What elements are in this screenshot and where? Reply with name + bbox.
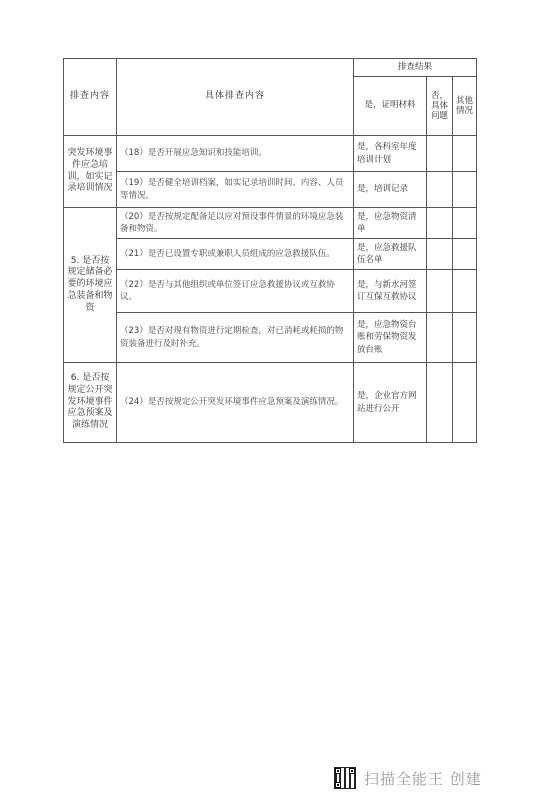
scanner-brand-text: 扫描全能王 创建 <box>364 769 482 788</box>
result-other-cell <box>453 363 477 443</box>
inspection-table <box>63 58 477 443</box>
result-no-cell <box>427 172 453 208</box>
result-other-cell <box>453 172 477 208</box>
header-other: 其他情况 <box>453 77 477 136</box>
result-other-cell <box>453 313 477 363</box>
header-result: 排查结果 <box>354 59 477 77</box>
category-cell: 5. 是否按规定储备必要的环境应急装备和物资 <box>64 208 117 363</box>
result-other-cell <box>453 270 477 313</box>
result-no-cell <box>427 363 453 443</box>
header-category: 排查内容 <box>64 59 117 136</box>
item-content-cell: （20）是否按规定配备足以应对预设事件情景的环境应急装备和物资。 <box>117 208 354 239</box>
result-yes-cell: 是，培训记录 <box>354 172 427 208</box>
item-content-cell: （24）是否按规定公开突发环境事件应急预案及演练情况。 <box>117 363 354 443</box>
result-other-cell <box>453 239 477 270</box>
scanner-watermark <box>334 766 482 790</box>
table-row <box>64 239 477 270</box>
category-cell: 突发环境事件应急培训，如实记录培训情况 <box>64 136 117 208</box>
header-no-problem: 否，具体问题 <box>427 77 453 136</box>
table-row <box>64 270 477 313</box>
result-yes-cell: 是，各科室年度培训计划 <box>354 136 427 172</box>
table-row <box>64 136 477 172</box>
item-content-cell: （21）是否已设置专职或兼职人员组成的应急救援队伍。 <box>117 239 354 270</box>
result-no-cell <box>427 270 453 313</box>
item-content-cell: （22）是否与其他组织或单位签订应急救援协议或互救协议。 <box>117 270 354 313</box>
result-yes-cell: 是，与新水河签订互保互救协议 <box>354 270 427 313</box>
category-cell: 6. 是否按规定公开突发环境事件应急预案及演练情况 <box>64 363 117 443</box>
header-yes-evidence: 是，证明材料 <box>354 77 427 136</box>
result-other-cell <box>453 136 477 172</box>
item-content-cell: （19）是否健全培训档案，如实记录培训时间、内容、人员等情况。 <box>117 172 354 208</box>
result-no-cell <box>427 208 453 239</box>
header-detail: 具体排查内容 <box>117 59 354 136</box>
result-other-cell <box>453 208 477 239</box>
result-no-cell <box>427 313 453 363</box>
result-yes-cell: 是，应急物资清单 <box>354 208 427 239</box>
item-content-cell: （23）是否对现有物资进行定期检查，对已消耗或耗损的物资装备进行及时补充。 <box>117 313 354 363</box>
result-yes-cell: 是，应急物资台账和劳保物资发放台账 <box>354 313 427 363</box>
table-row <box>64 313 477 363</box>
table-row <box>64 208 477 239</box>
table-row <box>64 172 477 208</box>
result-no-cell <box>427 136 453 172</box>
header-row-1 <box>64 59 477 77</box>
result-no-cell <box>427 239 453 270</box>
result-yes-cell: 是，应急救援队伍名单 <box>354 239 427 270</box>
result-yes-cell: 是，企业官方网站进行公开 <box>354 363 427 443</box>
qr-code-icon <box>334 767 356 789</box>
table-row <box>64 363 477 443</box>
item-content-cell: （18）是否开展应急知识和技能培训。 <box>117 136 354 172</box>
